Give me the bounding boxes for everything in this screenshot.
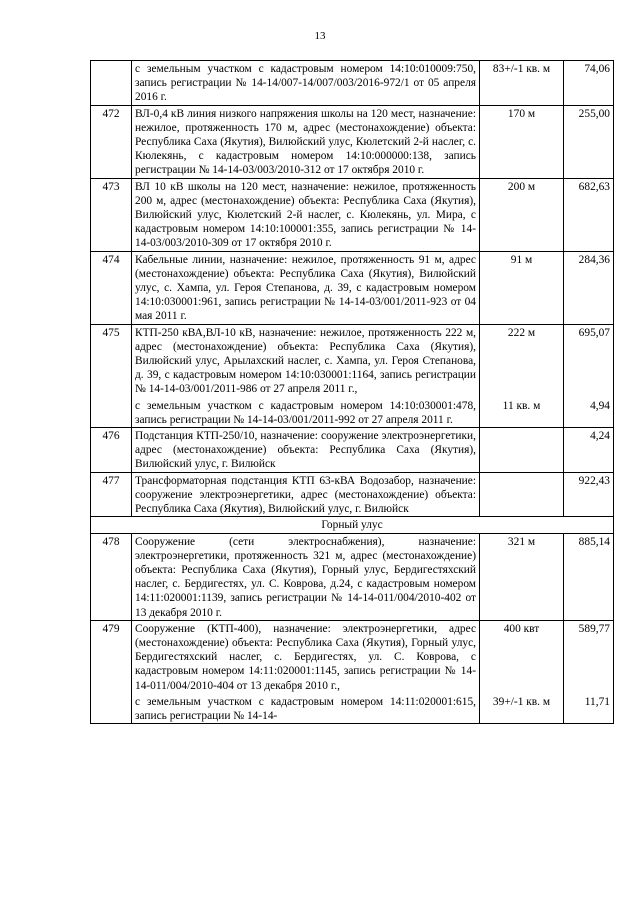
value-text: 284,36 [578,253,610,266]
size-text: 83+/-1 кв. м [492,63,551,75]
size-text: 11 кв. м [502,399,541,412]
item-description [132,533,480,620]
item-size [480,428,564,473]
table-row [91,105,614,178]
item-size [480,105,564,178]
item-value [564,61,614,106]
item-description [132,61,480,106]
value-text: 4,94 [590,399,610,412]
description-text: КТП-250 кВА,ВЛ-10 кВ, назначение: нежилое, протяженность 222 м, адрес (местонахождение) объекта: Республика Саха (Якутия), Вилюйский улус, Арылахский наслег, с. Хампа, ул. Героя Степанова, д. 39, с кадастровым номером 14:10:030001:1164, запись регистрации № 14-14-03/001/2011-986 от 27 апреля 2011 г., [135,326,476,396]
page-number: 13 [314,30,326,42]
size-text: 91 м [510,253,533,266]
description-text: Сооружение (КТП-400), назначение: электроэнергетики, адрес (местонахождение) объекта: Республика Саха (Якутия), Горный улус, Бердигестяхский наслег, с. Бердигестях, ул. С. Коврова, с кадастровым номером 14:11:020001:1145, запись регистрации № 14-14-011/004/2010-404 от 13 декабря 2010 г., [135,622,476,692]
table-row [91,620,614,723]
item-number: 473 [91,178,132,251]
size-text: 39+/-1 кв. м [492,695,551,708]
section-title: Горный улус [91,517,614,533]
size-text: 222 м [507,326,536,339]
item-value [564,105,614,178]
property-register-table [90,60,614,724]
value-text: 695,07 [578,326,610,339]
table-row [91,428,614,473]
item-description [132,324,480,427]
table-row [91,472,614,517]
value-text: 682,63 [578,180,610,193]
table-row [91,324,614,427]
size-text: 321 м [507,535,536,548]
item-value [564,324,614,427]
item-size [480,251,564,324]
value-text: 922,43 [578,474,610,487]
item-size [480,178,564,251]
section-row [91,517,614,533]
item-number: 479 [91,620,132,723]
description-text: Подстанция КТП-250/10, назначение: сооружение электроэнергетики, адрес (местонахождение) объекта: Республика Саха (Якутия), Вилюйский улус, г. Вилюйск [135,430,476,471]
value-text: 589,77 [578,622,610,635]
item-number: 478 [91,533,132,620]
item-size [480,533,564,620]
item-description [132,178,480,251]
table-row [91,251,614,324]
table-row [91,178,614,251]
size-text: 400 квт [503,622,540,635]
item-size [480,61,564,106]
item-description [132,251,480,324]
item-value [564,251,614,324]
item-size [480,324,564,427]
item-size [480,620,564,723]
description-text: с земельным участком с кадастровым номером 14:11:020001:615, запись регистрации № 14-14- [135,695,476,722]
item-number [91,61,132,106]
item-number: 472 [91,105,132,178]
item-number: 475 [91,324,132,427]
value-text: 11,71 [584,695,610,708]
size-text: 170 м [507,107,536,120]
size-text: 200 м [507,180,536,193]
item-description [132,105,480,178]
description-text: с земельным участком с кадастровым номером 14:10:030001:478, запись регистрации № 14-14-03/001/2011-992 от 27 апреля 2011 г. [135,399,476,426]
item-number: 476 [91,428,132,473]
item-value [564,178,614,251]
description-text: Сооружение (сети электроснабжения), назначение: электроэнергетики, протяженность 321 м, адрес (местонахождение) объекта: Республика Саха (Якутия), Горный улус, Бердигестяхский наслег, с. Бердигестях, ул. С. Коврова, д.24, с кадастровым номером 14:11:020001:1139, запись регистрации № 14-14-011/004/2010-402 от 13 декабря 2010 г. [135,535,476,619]
item-size [480,472,564,517]
table-row [91,533,614,620]
item-description [132,472,480,517]
value-text: 4,24 [590,430,610,443]
item-description [132,620,480,723]
item-value [564,428,614,473]
item-value [564,620,614,723]
item-number: 474 [91,251,132,324]
item-value [564,472,614,517]
property-register-body [91,61,614,724]
description-text: ВЛ-0,4 кВ линия низкого напряжения школы на 120 мест, назначение: нежилое, протяженность 170 м, адрес (местонахождение) объекта: Республика Саха (Якутия), Вилюйский улус, Кюлетский 2-й наслег, с. Кюлекянь, с кадастровым номером 14:10:000000:138, запись регистрации № 14-14-03/003/2010-312 от 17 октября 2010 г. [135,107,476,177]
table-row [91,61,614,106]
item-value [564,533,614,620]
description-text: ВЛ 10 кВ школы на 120 мест, назначение: нежилое, протяженность 200 м, адрес (местонахождение) объекта: Республика Саха (Якутия), Вилюйский улус, Кюлетский 2-й наслег, с. Кюлекянь, ул. Мира, с кадастровым номером 14:10:100001:355, запись регистрации № 14-14-03/003/2010-309 от 17 октября 2010 г. [135,180,476,250]
value-text: 885,14 [578,535,610,548]
description-text: Кабельные линии, назначение: нежилое, протяженность 91 м, адрес (местонахождение) объекта: Республика Саха (Якутия), Вилюйский улус, с. Хампа, ул. Героя Степанова, д. 39, с кадастровым номером 14:10:030001:961, запись регистрации № 14-14-03/001/2011-923 от 04 мая 2011 г. [135,253,476,323]
value-text: 74,06 [584,63,610,75]
description-text: Трансформаторная подстанция КТП 63-кВА Водозабор, назначение: сооружение электроэнергетики, адрес (местонахождение) объекта: Республика Саха (Якутия), Вилюйский улус, г. Вилюйск [135,474,476,516]
item-number: 477 [91,472,132,517]
description-text: с земельным участком с кадастровым номером 14:10:010009:750, запись регистрации № 14-14/007-14/007/003/2016-972/1 от 05 апреля 2016 г. [135,63,476,104]
value-text: 255,00 [578,107,610,120]
item-description [132,428,480,473]
